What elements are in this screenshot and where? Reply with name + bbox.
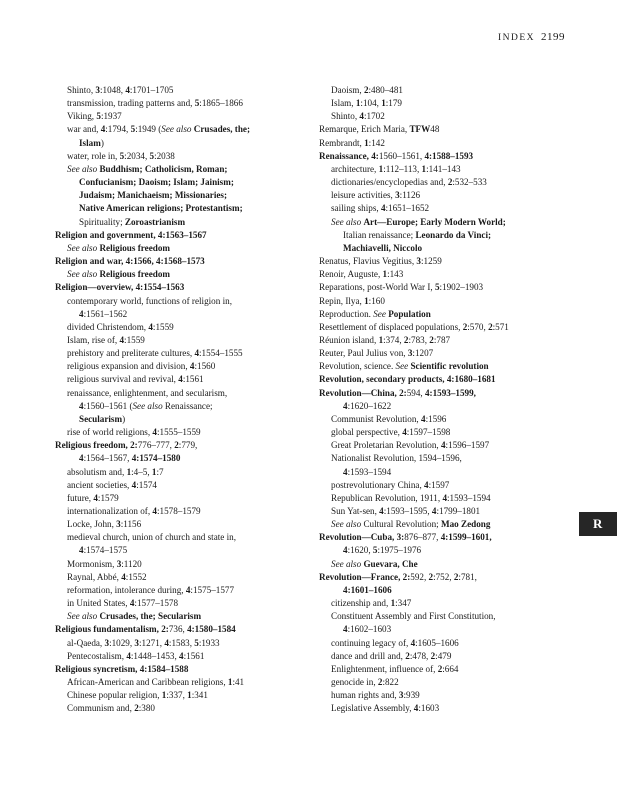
index-entry: Reproduction. See Population [319, 308, 431, 319]
index-entry: Religious syncretism, 4:1584–1588 [55, 663, 189, 674]
index-subentry: See also Religious freedom [67, 242, 170, 253]
index-subentry: Raynal, Abbé, 4:1552 [67, 571, 147, 582]
index-entry: Rembrandt, 1:142 [319, 137, 385, 148]
index-subentry: contemporary world, functions of religion in, [67, 295, 232, 306]
header-label: INDEX [497, 33, 535, 43]
index-subentry: Viking, 5:1937 [67, 111, 122, 122]
index-column-left [55, 84, 307, 716]
index-continuation: Secularism) [79, 413, 126, 424]
index-entry: Religion and government, 4:1563–1567 [55, 229, 207, 240]
index-entry: Revolution, science. See Scientific revolution [319, 361, 489, 372]
index-subentry: internationalization of, 4:1578–1579 [67, 506, 201, 516]
index-subentry: See also Cultural Revolution; Mao Zedong [331, 519, 491, 530]
index-subentry: religious expansion and division, 4:1560 [67, 361, 216, 372]
index-continuation: 4:1602–1603 [343, 624, 392, 635]
index-entry: Revolution, secondary products, 4:1680–1681 [319, 374, 496, 385]
index-subentry: al-Qaeda, 3:1029, 3:1271, 4:1583, 5:1933 [67, 637, 220, 648]
index-subentry: ancient societies, 4:1574 [67, 479, 157, 490]
index-subentry: future, 4:1579 [67, 492, 119, 503]
index-subentry: prehistory and preliterate cultures, 4:1554–1555 [67, 348, 243, 359]
index-column-right [319, 84, 567, 716]
index-subentry: See also Guevara, Che [331, 558, 418, 569]
index-entry: Revolution—France, 2:592, 2:752, 2:781, [319, 571, 477, 582]
section-tab-letter: R [579, 512, 617, 536]
index-continuation: Machiavelli, Niccolo [343, 242, 423, 253]
index-subentry: global perspective, 4:1597–1598 [331, 427, 451, 438]
index-continuation: 4:1601–1606 [343, 584, 392, 595]
index-entry: Renatus, Flavius Vegitius, 3:1259 [319, 256, 442, 267]
index-continuation: 4:1620–1622 [343, 400, 392, 411]
index-continuation: Spirituality; Zoroastrianism [79, 216, 186, 227]
index-subentry: Great Proletarian Revolution, 4:1596–1597 [331, 440, 490, 451]
index-continuation: 4:1560–1561 (See also Renaissance; [79, 400, 213, 411]
index-subentry: Islam, rise of, 4:1559 [67, 334, 145, 345]
index-subentry: divided Christendom, 4:1559 [67, 321, 174, 332]
index-entry: Religion—overview, 4:1554–1563 [55, 282, 185, 293]
index-subentry: religious survival and revival, 4:1561 [67, 374, 204, 385]
index-subentry: Islam, 1:104, 1:179 [331, 98, 402, 109]
index-subentry: continuing legacy of, 4:1605–1606 [331, 637, 459, 648]
index-subentry: citizenship and, 1:347 [331, 598, 412, 609]
index-subentry: Republican Revolution, 1911, 4:1593–1594 [331, 492, 491, 503]
index-subentry: African-American and Caribbean religions, 1:41 [67, 677, 245, 688]
index-subentry: Daoism, 2:480–481 [331, 85, 403, 95]
index-entry: Remarque, Erich Maria, TFW48 [319, 124, 440, 135]
index-subentry: See also Art—Europe; Early Modern World; [331, 216, 506, 227]
index-entry: Renoir, Auguste, 1:143 [319, 269, 404, 280]
index-subentry: Legislative Assembly, 4:1603 [331, 703, 440, 714]
index-continuation: 4:1574–1575 [79, 545, 128, 556]
index-entry: Revolution—Cuba, 3:876–877, 4:1599–1601, [319, 532, 492, 543]
index-subentry: human rights and, 3:939 [331, 690, 420, 701]
index-entry: Repin, Ilya, 1:160 [319, 295, 385, 306]
index-subentry: architecture, 1:112–113, 1:141–143 [331, 163, 461, 174]
index-subentry: in United States, 4:1577–1578 [67, 598, 179, 609]
index-continuation: 4:1564–1567, 4:1574–1580 [79, 453, 181, 464]
index-entry: Religious freedom, 2:776–777, 2:779, [55, 440, 198, 451]
index-continuation: Judaism; Manichaeism; Missionaries; [79, 190, 228, 201]
index-subentry: leisure activities, 3:1126 [331, 190, 421, 201]
index-subentry: reformation, intolerance during, 4:1575–1577 [67, 584, 235, 595]
index-subentry: Locke, John, 3:1156 [67, 519, 142, 530]
index-subentry: medieval church, union of church and state in, [67, 532, 237, 543]
index-subentry: Enlightenment, influence of, 2:664 [331, 663, 459, 674]
index-entry: Religious fundamentalism, 2:736, 4:1580–1584 [55, 624, 236, 635]
index-continuation: 4:1620, 5:1975–1976 [343, 545, 422, 556]
index-subentry: Communist Revolution, 4:1596 [331, 413, 447, 424]
index-subentry: postrevolutionary China, 4:1597 [331, 479, 450, 490]
index-subentry: Chinese popular religion, 1:337, 1:341 [67, 690, 208, 701]
index-continuation: Native American religions; Protestantism; [79, 203, 243, 214]
index-entry: Reparations, post-World War I, 5:1902–1903 [319, 282, 484, 293]
index-subentry: See also Religious freedom [67, 269, 170, 280]
index-subentry: rise of world religions, 4:1555–1559 [67, 427, 201, 438]
index-subentry: Communism and, 2:380 [67, 703, 155, 714]
running-header [498, 31, 565, 43]
index-continuation: Islam) [79, 137, 104, 148]
index-subentry: See also Crusades, the; Secularism [67, 611, 202, 622]
index-subentry: See also Buddhism; Catholicism, Roman; [67, 163, 228, 174]
index-subentry: dance and drill and, 2:478, 2:479 [331, 650, 452, 661]
index-subentry: Shinto, 4:1702 [331, 111, 385, 122]
index-entry: Resettlement of displaced populations, 2:570, 2:571 [319, 321, 509, 332]
index-entry: Revolution—China, 2:594, 4:1593–1599, [319, 387, 476, 398]
index-subentry: water, role in, 5:2034, 5:2038 [67, 150, 175, 161]
index-subentry: renaissance, enlightenment, and secularism, [67, 387, 228, 398]
index-subentry: dictionaries/encyclopedias and, 2:532–533 [331, 177, 487, 188]
index-entry: Renaissance, 4:1560–1561, 4:1588–1593 [319, 150, 474, 161]
index-entry: Religion and war, 4:1566, 4:1568–1573 [55, 256, 205, 267]
index-continuation: Italian renaissance; Leonardo da Vinci; [343, 229, 492, 240]
index-subentry: war and, 4:1794, 5:1949 (See also Crusades, the; [67, 124, 251, 135]
index-continuation: 4:1593–1594 [343, 466, 392, 477]
index-subentry: absolutism and, 1:4–5, 1:7 [67, 466, 164, 477]
index-subentry: Sun Yat-sen, 4:1593–1595, 4:1799–1801 [331, 506, 481, 516]
index-subentry: sailing ships, 4:1651–1652 [331, 203, 430, 214]
index-subentry: Mormonism, 3:1120 [67, 558, 142, 569]
index-subentry: Nationalist Revolution, 1594–1596, [331, 453, 462, 464]
index-continuation: Confucianism; Daoism; Islam; Jainism; [79, 177, 234, 188]
index-subentry: genocide in, 2:822 [331, 677, 399, 688]
page-number: 2199 [541, 31, 565, 43]
index-subentry: Shinto, 3:1048, 4:1701–1705 [67, 85, 174, 95]
index-entry: Réunion island, 1:374, 2:783, 2:787 [319, 334, 451, 345]
index-subentry: transmission, trading patterns and, 5:1865–1866 [67, 98, 243, 109]
index-continuation: 4:1561–1562 [79, 308, 128, 319]
index-entry: Reuter, Paul Julius von, 3:1207 [319, 348, 434, 359]
index-subentry: Constituent Assembly and First Constitution, [331, 611, 496, 622]
index-subentry: Pentecostalism, 4:1448–1453, 4:1561 [67, 650, 205, 661]
